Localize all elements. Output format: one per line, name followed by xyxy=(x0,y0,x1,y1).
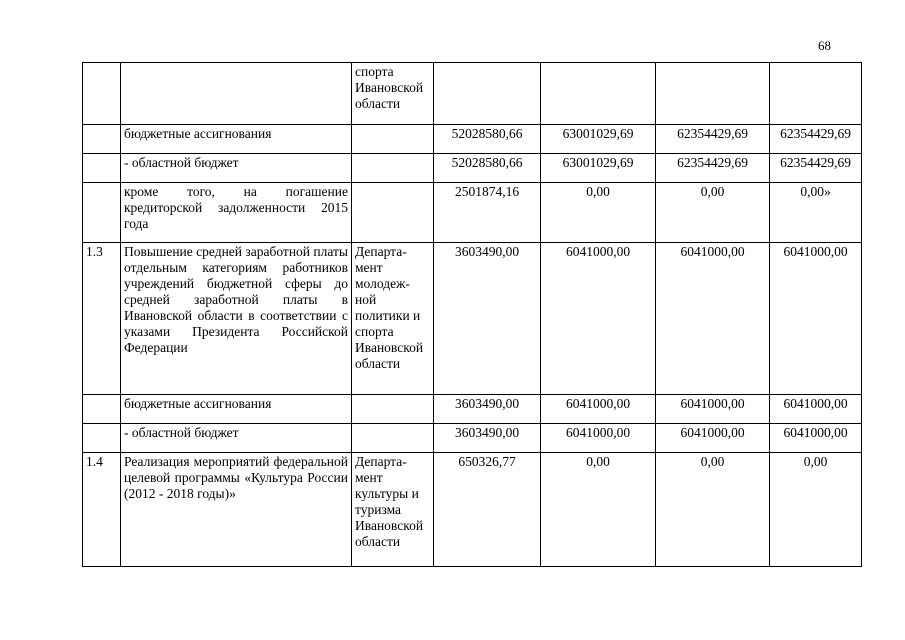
value-col-1: 3603490,00 xyxy=(434,243,541,395)
value-col-2: 6041000,00 xyxy=(541,424,656,453)
row-description: бюджетные ассигнования xyxy=(121,395,352,424)
value-col-2: 63001029,69 xyxy=(541,125,656,154)
value-col-3: 6041000,00 xyxy=(656,395,770,424)
row-description: Повышение средней заработной платы отдельным категориям работников учреждений бюджетной сферы до средней заработной платы в Ивановской области в соответствии с указами Президента Российской Федерации xyxy=(121,243,352,395)
value-col-1 xyxy=(434,63,541,125)
table-row xyxy=(83,243,862,395)
value-col-4: 62354429,69 xyxy=(770,154,862,183)
row-description: кроме того, на погашение кредиторской задолженности 2015 года xyxy=(121,183,352,243)
value-col-3: 0,00 xyxy=(656,453,770,567)
row-department xyxy=(352,125,434,154)
value-col-3: 62354429,69 xyxy=(656,154,770,183)
table-row xyxy=(83,183,862,243)
value-col-3 xyxy=(656,63,770,125)
value-col-4: 6041000,00 xyxy=(770,424,862,453)
table-row xyxy=(83,125,862,154)
row-number: 1.3 xyxy=(83,243,121,395)
row-number xyxy=(83,154,121,183)
value-col-1: 52028580,66 xyxy=(434,154,541,183)
value-col-4: 6041000,00 xyxy=(770,395,862,424)
value-col-2 xyxy=(541,63,656,125)
row-department xyxy=(352,424,434,453)
row-department xyxy=(352,154,434,183)
row-description xyxy=(121,63,352,125)
row-department: спорта Ивановской области xyxy=(352,63,434,125)
value-col-3: 6041000,00 xyxy=(656,424,770,453)
row-description: - областной бюджет xyxy=(121,154,352,183)
row-department xyxy=(352,183,434,243)
row-number xyxy=(83,424,121,453)
value-col-4 xyxy=(770,63,862,125)
row-department: Департа- мент молодеж- ной политики и спорта Ивановской области xyxy=(352,243,434,395)
row-number xyxy=(83,125,121,154)
value-col-2: 0,00 xyxy=(541,183,656,243)
value-col-4: 6041000,00 xyxy=(770,243,862,395)
value-col-1: 2501874,16 xyxy=(434,183,541,243)
budget-table xyxy=(82,62,862,567)
page-number: 68 xyxy=(818,38,831,53)
row-description: - областной бюджет xyxy=(121,424,352,453)
value-col-2: 63001029,69 xyxy=(541,154,656,183)
table-row xyxy=(83,395,862,424)
value-col-2: 6041000,00 xyxy=(541,395,656,424)
row-department xyxy=(352,395,434,424)
table-row xyxy=(83,154,862,183)
value-col-2: 0,00 xyxy=(541,453,656,567)
value-col-4: 0,00 xyxy=(770,453,862,567)
value-col-4: 0,00» xyxy=(770,183,862,243)
table-row xyxy=(83,424,862,453)
value-col-3: 0,00 xyxy=(656,183,770,243)
value-col-1: 52028580,66 xyxy=(434,125,541,154)
row-department: Департа- мент культуры и туризма Ивановской области xyxy=(352,453,434,567)
value-col-3: 6041000,00 xyxy=(656,243,770,395)
value-col-1: 3603490,00 xyxy=(434,395,541,424)
row-number xyxy=(83,63,121,125)
row-number: 1.4 xyxy=(83,453,121,567)
row-description: бюджетные ассигнования xyxy=(121,125,352,154)
row-number xyxy=(83,183,121,243)
row-description: Реализация мероприятий федеральной целевой программы «Культура России (2012 - 2018 годы)» xyxy=(121,453,352,567)
value-col-1: 650326,77 xyxy=(434,453,541,567)
table-row xyxy=(83,453,862,567)
row-number xyxy=(83,395,121,424)
value-col-4: 62354429,69 xyxy=(770,125,862,154)
value-col-2: 6041000,00 xyxy=(541,243,656,395)
table-row xyxy=(83,63,862,125)
value-col-1: 3603490,00 xyxy=(434,424,541,453)
value-col-3: 62354429,69 xyxy=(656,125,770,154)
